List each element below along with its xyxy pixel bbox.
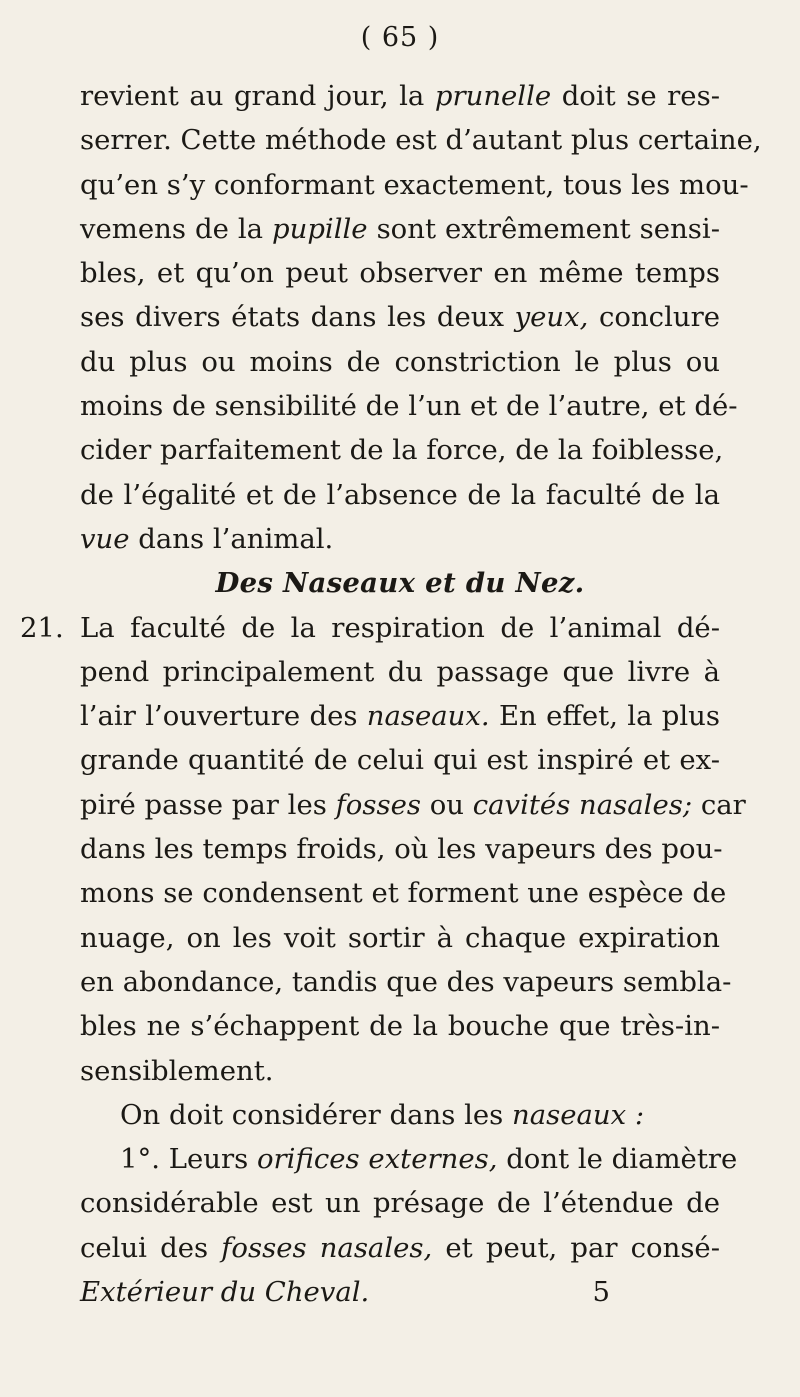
text-run: conclure: [588, 301, 720, 334]
text-run: mons se condensent et forment une espèce de: [80, 877, 727, 910]
text-run: moins de sensibilité de l’un et de l’autre, et dé-: [80, 390, 738, 423]
text-run: doit se res-: [551, 80, 720, 112]
text-run: qu’en s’y conformant exactement, tous les mou-: [80, 168, 749, 201]
text-line: [80, 1093, 720, 1137]
text-run: du plus ou moins de constriction le plus ou: [80, 345, 720, 378]
footer-title: Extérieur du Cheval.: [80, 1276, 370, 1309]
text-line: [80, 428, 724, 472]
page-footer: [80, 1270, 720, 1314]
text-line: [80, 960, 732, 1004]
italic-text: pupille: [272, 212, 368, 245]
italic-text: naseaux :: [512, 1098, 645, 1131]
text-run: bles ne s’échappent de la bouche que très-in-: [80, 1010, 720, 1043]
text-run: dans les temps froids, où les vapeurs des pou-: [80, 833, 723, 866]
italic-text: orifices externes,: [256, 1143, 498, 1176]
text-run: bles, et qu’on peut observer en même temps: [80, 257, 720, 290]
paragraph-number: 21.: [20, 611, 64, 644]
text-run: 1°. Leurs: [120, 1143, 257, 1176]
italic-text: fosses nasales,: [221, 1231, 433, 1264]
text-line: [80, 384, 738, 428]
text-run: nuage, on les voit sortir à chaque expiration: [80, 921, 720, 954]
text-run: La faculté de la respiration de l’animal dé-: [80, 611, 720, 644]
text-run: dont le diamètre: [497, 1143, 738, 1176]
text-line: [80, 251, 720, 295]
text-line: [80, 295, 720, 339]
text-line: [80, 473, 720, 517]
text-run: celui des: [80, 1231, 222, 1264]
text-line: [80, 74, 720, 118]
text-line: [80, 827, 723, 871]
text-line: [80, 694, 720, 738]
text-line: [80, 517, 720, 561]
text-line: [80, 1004, 720, 1048]
text-line: [80, 738, 720, 782]
text-line: [80, 1049, 720, 1093]
text-line: [80, 916, 720, 960]
text-run: cider parfaitement de la force, de la foiblesse,: [80, 434, 724, 467]
text-line: [80, 163, 749, 207]
text-line: [80, 1137, 738, 1181]
text-run: considérable est un présage de l’étendue de: [80, 1187, 720, 1220]
signature-mark: 5: [592, 1276, 610, 1309]
page-number-header: ( 65 ): [360, 22, 440, 53]
text-run: serrer. Cette méthode est d’autant plus certaine,: [80, 124, 762, 157]
italic-text: vue: [80, 522, 130, 555]
text-run: ou: [420, 788, 473, 821]
text-run: et peut, par consé-: [432, 1231, 720, 1264]
text-line: [80, 783, 746, 827]
text-line: [80, 340, 720, 384]
text-run: En effet, la plus: [489, 700, 721, 733]
text-run: l’air l’ouverture des: [80, 700, 367, 733]
text-run: ses divers états dans les deux: [80, 301, 515, 334]
text-line: [80, 207, 720, 251]
text-run: en abondance, tandis que des vapeurs sembla-: [80, 965, 732, 998]
text-run: sont extrêmement sensi-: [367, 212, 720, 245]
text-run: vemens de la: [80, 212, 272, 245]
text-line: [80, 650, 720, 694]
text-run: sensiblement.: [80, 1054, 274, 1087]
text-line: [80, 1226, 720, 1270]
italic-text: cavités nasales;: [472, 788, 693, 821]
text-run: piré passe par les: [80, 788, 336, 821]
text-run: de l’égalité et de l’absence de la faculté de la: [80, 478, 720, 511]
text-line: [80, 118, 762, 162]
text-run: car: [692, 788, 746, 821]
text-run: revient au grand jour, la: [80, 80, 435, 112]
italic-text: yeux,: [514, 301, 589, 334]
text-run: On doit considérer dans les: [120, 1098, 512, 1131]
section-heading: Des Naseaux et du Nez.: [215, 567, 585, 600]
text-run: pend principalement du passage que livre à: [80, 655, 720, 688]
text-line: [80, 871, 727, 915]
italic-text: fosses: [335, 788, 421, 821]
text-line: [20, 606, 720, 650]
text-line: [80, 1181, 720, 1225]
text-run: dans l’animal.: [129, 522, 334, 555]
text-run: grande quantité de celui qui est inspiré et ex-: [80, 744, 720, 777]
page-body: [20, 74, 762, 1314]
italic-text: naseaux.: [366, 700, 490, 733]
italic-text: prunelle: [434, 80, 552, 112]
